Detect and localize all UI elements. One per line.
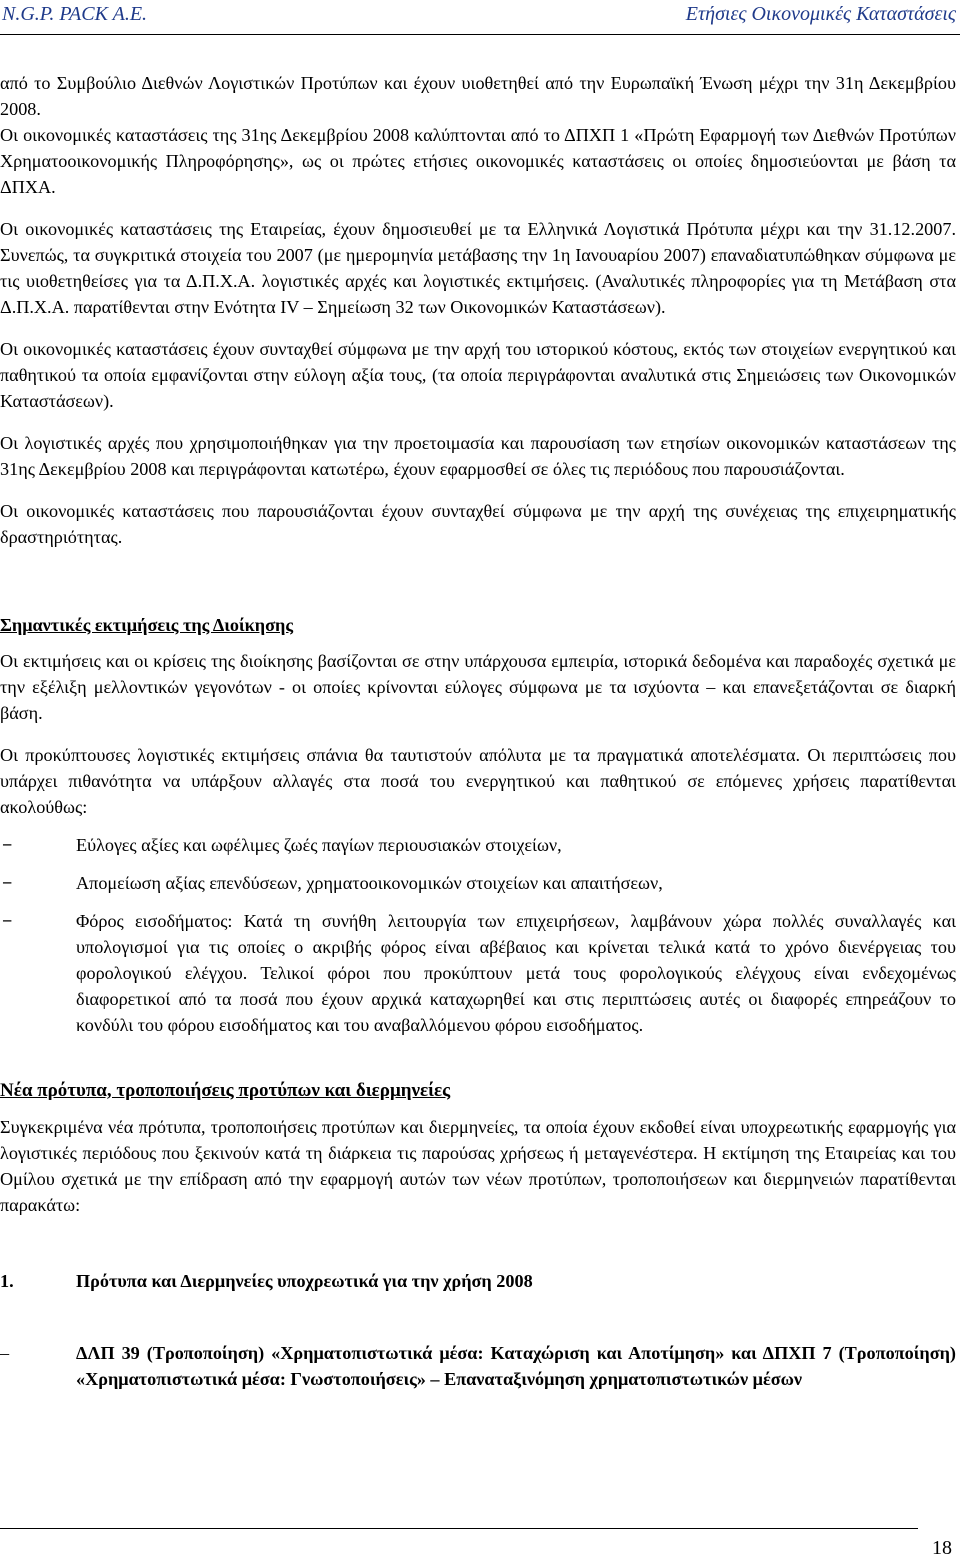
standard-item bbox=[0, 1340, 956, 1392]
paragraph-estimates-changes: Οι προκύπτουσες λογιστικές εκτιμήσεις σπάνια θα ταυτιστούν απόλυτα με τα πραγματικά αποτελέσματα. Οι περιπτώσεις που υπάρχει πιθανότητα να υπάρξουν αλλαγές στα ποσά του ενεργητικού και παθητικού σε επόμενες χρήσεις παρατίθενται ακολούθως: bbox=[0, 745, 956, 817]
section-heading-new-standards: Νέα πρότυπα, τροποποιήσεις προτύπων και διερμηνείες bbox=[0, 1080, 451, 1101]
page-number: 18 bbox=[932, 1537, 952, 1559]
paragraph-first-application: Οι οικονομικές καταστάσεις της 31ης Δεκεμβρίου 2008 καλύπτονται από το ΔΠΧΠ 1 «Πρώτη Εφαρμογή των Διεθνών Προτύπων Χρηματοοικονομικής Πληροφόρησης», ως οι πρώτες ετήσιες οικονομικές καταστάσεις οι οποίες δημοσιεύονται με βάση τα ΔΠΧΑ. bbox=[0, 125, 956, 197]
paragraph-new-standards: Συγκεκριμένα νέα πρότυπα, τροποποιήσεις προτύπων και διερμηνείες, τα οποία έχουν εκδοθεί είναι υποχρεωτικής εφαρμογής για λογιστικές περιόδους που ξεκινούν κατά τη διάρκεια τις παρούσας χρήσεως ή μεταγενέστερα. Η εκτίμηση της Εταιρείας και του Ομίλου σχετικά με την επίδραση από την εφαρμογή αυτών των νέων προτύπων, τροποποιήσεων και διερμηνειών παρατίθενται παρακάτω: bbox=[0, 1117, 956, 1215]
list-item: − Εύλογες αξίες και ωφέλιμες ζωές παγίων περιουσιακών στοιχείων, bbox=[0, 832, 956, 858]
paragraph-comparatives: Οι οικονομικές καταστάσεις της Εταιρείας, έχουν δημοσιευθεί με τα Ελληνικά Λογιστικά Πρότυπα μέχρι και την 31.12.2007. Συνεπώς, τα συγκριτικά στοιχεία του 2007 (με ημερομηνία μετάβασης την 1η Ιανουαρίου 2007) επαναδιατυπώθηκαν σύμφωνα με τις υιοθετηθείσες για τα Δ.Π.Χ.Α. λογιστικές αρχές και λογιστικές εκτιμήσεις. (Αναλυτικές πληροφορίες για τη Μετάβαση στα Δ.Π.Χ.Α. παρατίθενται στην Ενότητα IV – Σημείωση 32 των Οικονομικών Καταστάσεων). bbox=[0, 219, 956, 317]
paragraph-accounting-policies: Οι λογιστικές αρχές που χρησιμοποιήθηκαν για την προετοιμασία και παρουσίαση των ετησίων οικονομικών καταστάσεων της 31ης Δεκεμβρίου 2008 και περιγράφονται κατωτέρω, έχουν εφαρμοσθεί σε όλες τις περιόδους που παρουσιάζονται. bbox=[0, 433, 956, 479]
list-item: − Φόρος εισοδήματος: Κατά τη συνήθη λειτουργία των επιχειρήσεων, λαμβάνουν χώρα πολλές συναλλαγές και υπολογισμοί για τις οποίες ο ακριβής φόρος είναι αβέβαιος και κρίνεται τελικά κατά το χρόνο διενέργειας του φορολογικού ελέγχου. Τελικοί φόροι που προκύπτουν μετά τους φορολογικούς ελέγχους είναι ενδεχομένως διαφορετικοί από τα ποσά που έχουν αρχικά καταχωρηθεί και στις περιπτώσεις αυτές οι διαφορές επηρεάζουν το κονδύλι του φόρου εισοδήματος και του αναβαλλόμενου φόρου εισοδήματος. bbox=[0, 908, 956, 1038]
paragraph-historical-cost: Οι οικονομικές καταστάσεις έχουν συνταχθεί σύμφωνα με την αρχή του ιστορικού κόστους, εκτός των στοιχείων ενεργητικού και παθητικού τα οποία εμφανίζονται στην εύλογη αξία τους, (τα οποία περιγράφονται αναλυτικά στις Σημειώσεις των Οικονομικών Καταστάσεων). bbox=[0, 339, 956, 411]
page-body bbox=[0, 70, 956, 1392]
heading-number: 1. bbox=[0, 1271, 14, 1291]
dash-marker: – bbox=[0, 1343, 10, 1363]
paragraph-estimates: Οι εκτιμήσεις και οι κρίσεις της διοίκησης βασίζονται σε στην υπάρχουσα εμπειρία, ιστορικά δεδομένα και παραδοχές σχετικά με την εξέλιξη μελλοντικών γεγονότων - οι οποίες κρίνονται εύλογες σύμφωνα με τα ισχύοντα – και επανεξετάζονται σε διαρκή βάση. bbox=[0, 651, 956, 723]
paragraph-going-concern: Οι οικονομικές καταστάσεις που παρουσιάζονται έχουν συνταχθεί σύμφωνα με την αρχή της συνέχειας της επιχειρηματικής δραστηριότητας. bbox=[0, 501, 956, 547]
section-heading-estimates: Σημαντικές εκτιμήσεις της Διοίκησης bbox=[0, 615, 293, 635]
document-title: Ετήσιες Οικονομικές Καταστάσεις bbox=[685, 3, 956, 25]
standard-item-text: ΔΛΠ 39 (Τροποποίηση) «Χρηματοπιστωτικά μέσα: Καταχώριση και Αποτίμηση» και ΔΠΧΠ 7 (Τροποποίηση) «Χρηματοπιστωτικά μέσα: Γνωστοποιήσεις» – Επαναταξινόμηση χρηματοπιστωτικών μέσων bbox=[76, 1343, 956, 1389]
list-item: − Απομείωση αξίας επενδύσεων, χρηματοοικονομικών στοιχείων και απαιτήσεων, bbox=[0, 870, 956, 896]
paragraph-intro: από το Συμβούλιο Διεθνών Λογιστικών Προτύπων και έχουν υιοθετηθεί από την Ευρωπαϊκή Ένωση μέχρι την 31η Δεκεμβρίου 2008. bbox=[0, 73, 956, 119]
estimates-list bbox=[0, 832, 956, 1038]
heading-text: Πρότυπα και Διερμηνείες υποχρεωτικά για την χρήση 2008 bbox=[76, 1271, 533, 1291]
footer-divider bbox=[0, 1528, 918, 1529]
company-name: N.G.P. PACK A.E. bbox=[2, 3, 148, 25]
numbered-heading bbox=[0, 1268, 956, 1294]
page-header bbox=[0, 0, 960, 35]
